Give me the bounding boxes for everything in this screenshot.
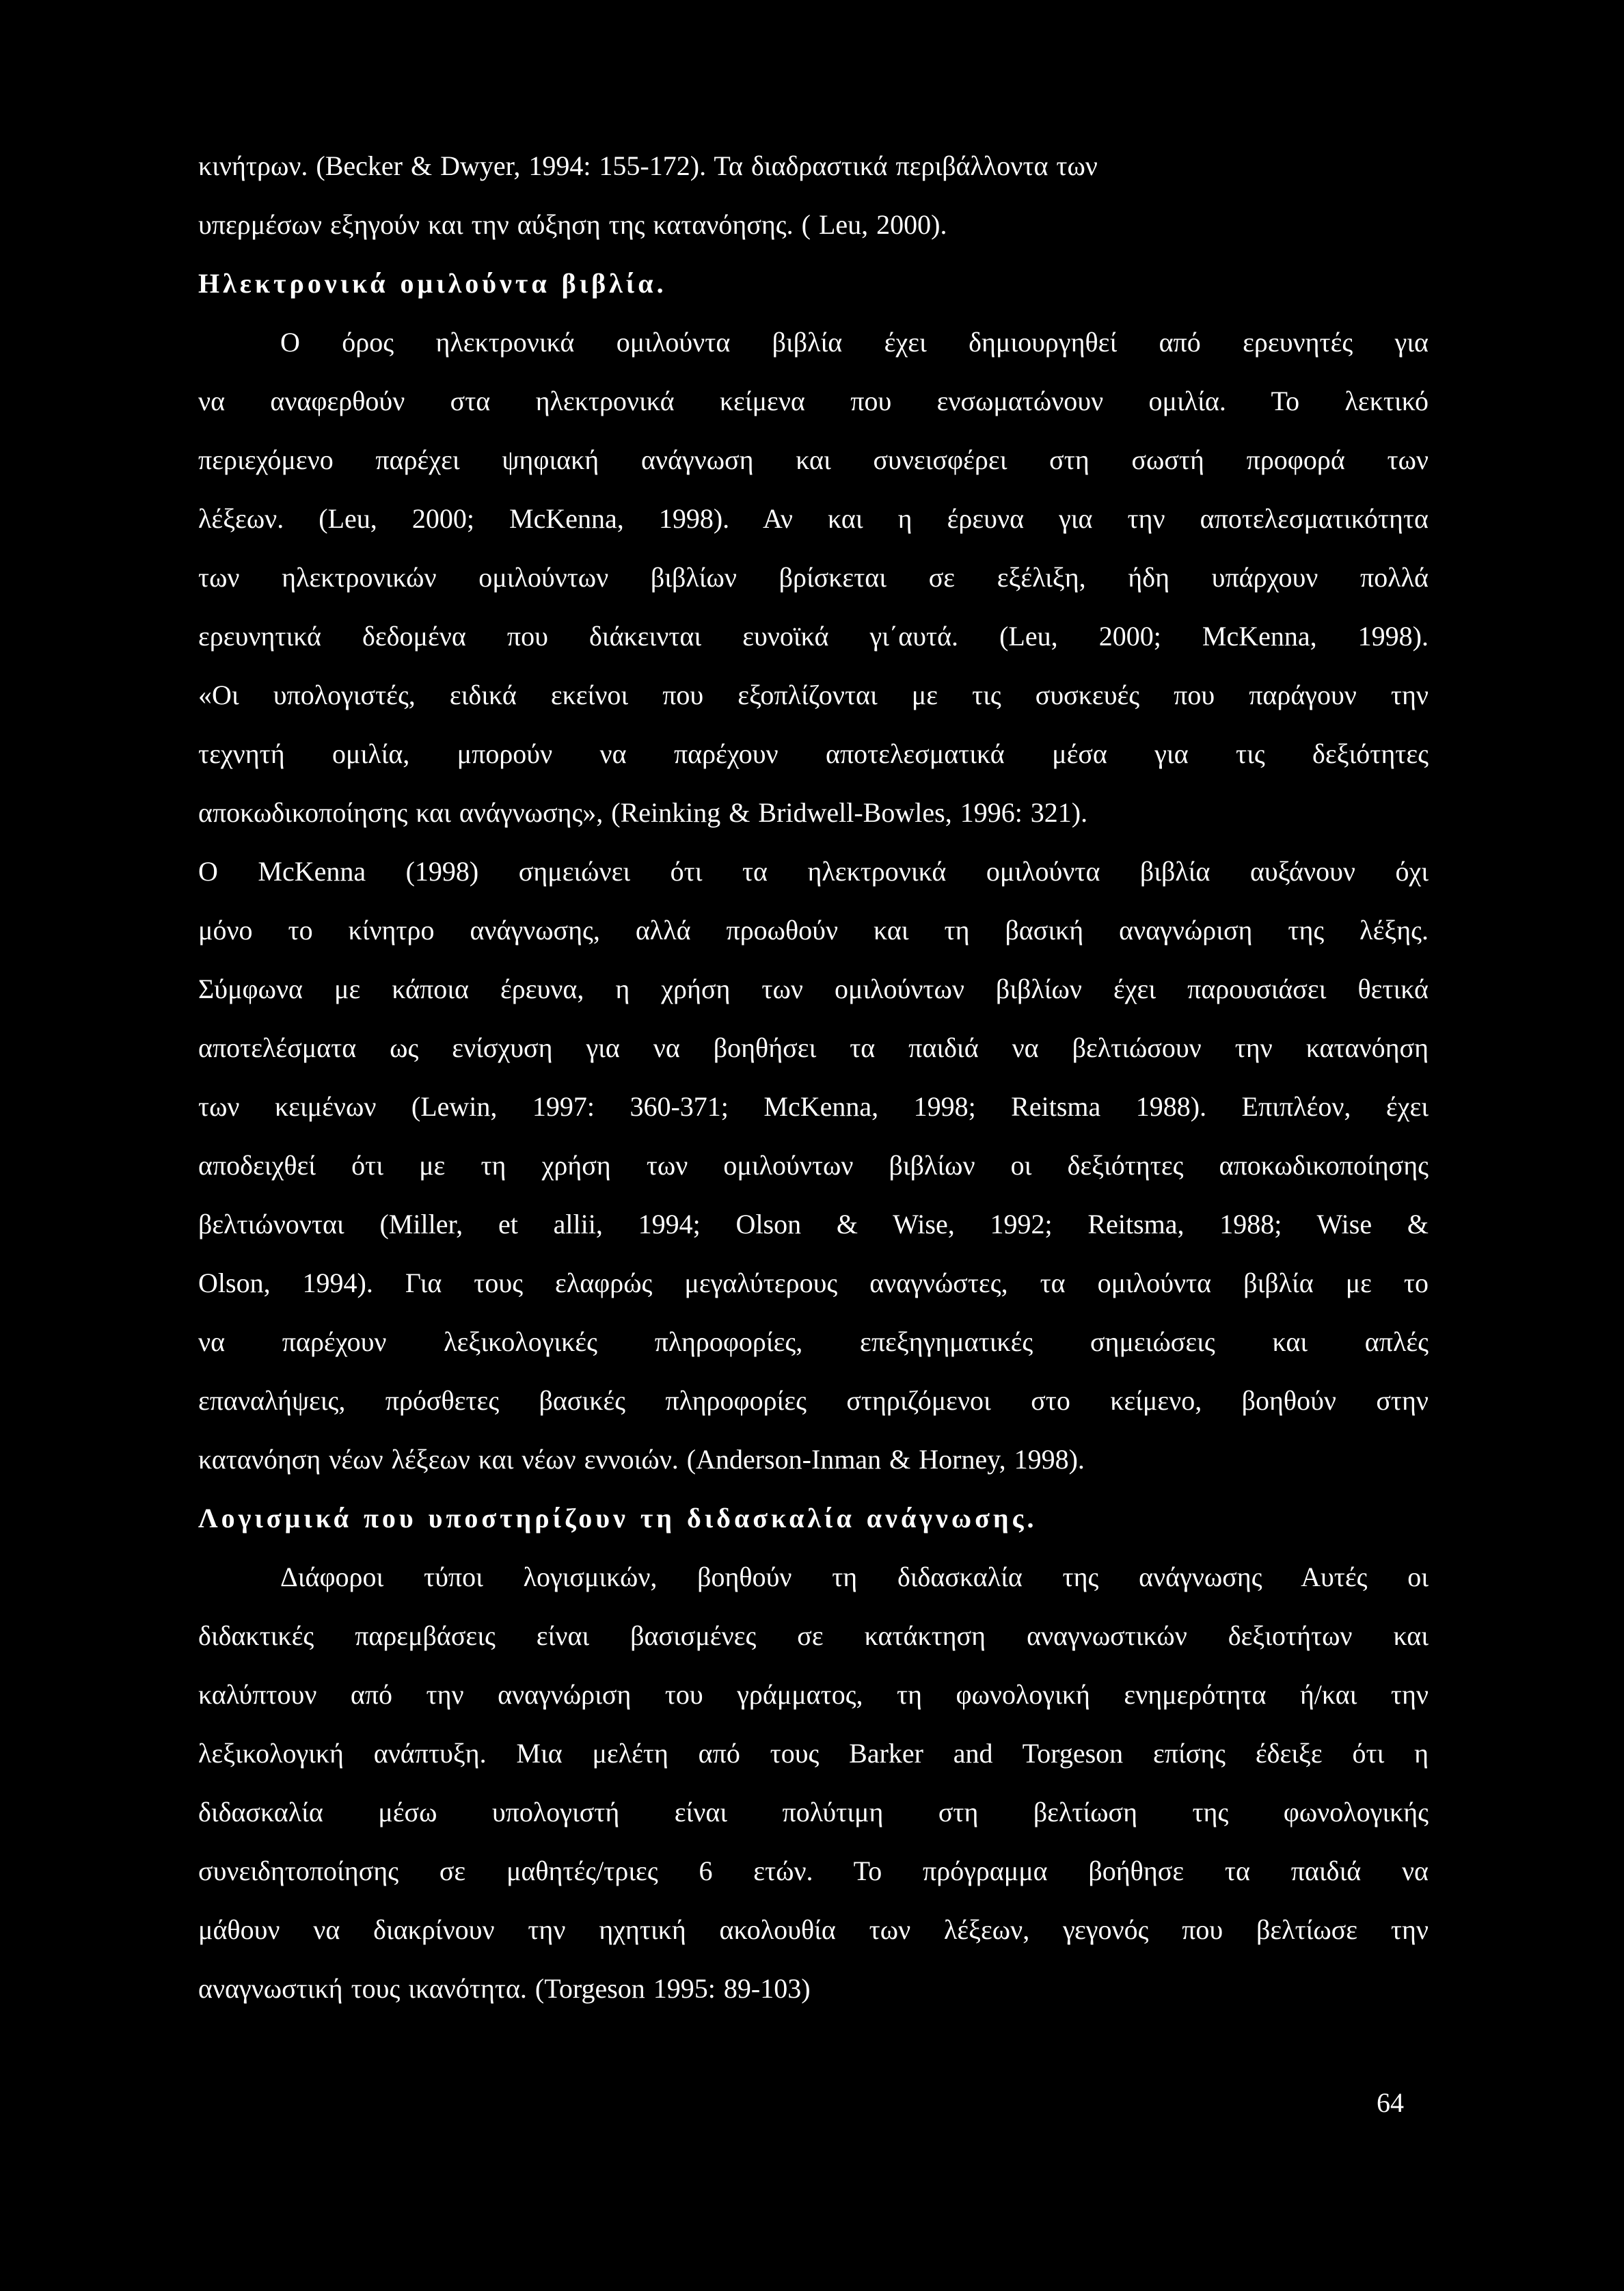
text-line: μόνο το κίνητρο ανάγνωσης, αλλά προωθούν και τη βασική αναγνώριση της λέξης. xyxy=(198,915,1429,946)
text-line: Ο όρος ηλεκτρονικά ομιλούντα βιβλία έχει δημιουργηθεί από ερευνητές για xyxy=(280,327,1429,358)
text-line: κατανόηση νέων λέξεων και νέων εννοιών. (Anderson-Inman & Horney, 1998). xyxy=(198,1444,1085,1475)
text-line: «Οι υπολογιστές, ειδικά εκείνοι που εξοπλίζονται με τις συσκευές που παράγουν την xyxy=(198,680,1429,710)
text-line: Olson, 1994). Για τους ελαφρώς μεγαλύτερους αναγνώστες, τα ομιλούντα βιβλία με το xyxy=(198,1268,1429,1298)
text-line: διδασκαλία μέσω υπολογιστή είναι πολύτιμη στη βελτίωση της φωνολογικής xyxy=(198,1797,1429,1827)
section-heading: Ηλεκτρονικά ομιλούντα βιβλία. xyxy=(198,268,667,299)
text-line: των ηλεκτρονικών ομιλούντων βιβλίων βρίσκεται σε εξέλιξη, ήδη υπάρχουν πολλά xyxy=(198,562,1429,593)
text-line: να παρέχουν λεξικολογικές πληροφορίες, επεξηγηματικές σημειώσεις και απλές xyxy=(198,1326,1429,1357)
text-line: ερευνητικά δεδομένα που διάκεινται ευνοϊκά γι΄αυτά. (Leu, 2000; McKenna, 1998). xyxy=(198,621,1429,652)
text-line: Διάφοροι τύποι λογισμικών, βοηθούν τη διδασκαλία της ανάγνωσης Αυτές οι xyxy=(280,1562,1429,1592)
text-line: καλύπτουν από την αναγνώριση του γράμματος, τη φωνολογική ενημερότητα ή/και την xyxy=(198,1679,1429,1710)
text-line: περιεχόμενο παρέχει ψηφιακή ανάγνωση και συνεισφέρει στη σωστή προφορά των xyxy=(198,444,1429,475)
text-line: αποκωδικοποίησης και ανάγνωσης», (Reinking & Bridwell-Bowles, 1996: 321). xyxy=(198,797,1088,828)
text-line: υπερμέσων εξηγούν και την αύξηση της κατανόησης. ( Leu, 2000). xyxy=(198,209,947,240)
text-line: επαναλήψεις, πρόσθετες βασικές πληροφορίες στηριζόμενοι στο κείμενο, βοηθούν στην xyxy=(198,1385,1429,1416)
text-line: συνειδητοποίησης σε μαθητές/τριες 6 ετών. Το πρόγραμμα βοήθησε τα παιδιά να xyxy=(198,1855,1429,1886)
text-line: των κειμένων (Lewin, 1997: 360-371; McKenna, 1998; Reitsma 1988). Επιπλέον, έχει xyxy=(198,1091,1429,1122)
text-line: λεξικολογική ανάπτυξη. Μια μελέτη από τους Barker and Torgeson επίσης έδειξε ότι η xyxy=(198,1738,1429,1769)
text-line: αποτελέσματα ως ενίσχυση για να βοηθήσει τα παιδιά να βελτιώσουν την κατανόηση xyxy=(198,1032,1429,1063)
text-line: βελτιώνονται (Miller, et allii, 1994; Olson & Wise, 1992; Reitsma, 1988; Wise & xyxy=(198,1209,1429,1240)
text-line: διδακτικές παρεμβάσεις είναι βασισμένες σε κατάκτηση αναγνωστικών δεξιοτήτων και xyxy=(198,1620,1429,1651)
text-line: Ο McKenna (1998) σημειώνει ότι τα ηλεκτρονικά ομιλούντα βιβλία αυξάνουν όχι xyxy=(198,856,1429,887)
text-line: τεχνητή ομιλία, μπορούν να παρέχουν αποτελεσματικά μέσα για τις δεξιότητες xyxy=(198,738,1429,769)
text-line: κινήτρων. (Becker & Dwyer, 1994: 155-172). Τα διαδραστικά περιβάλλοντα των xyxy=(198,150,1098,181)
text-line: μάθουν να διακρίνουν την ηχητική ακολουθία των λέξεων, γεγονός που βελτίωσε την xyxy=(198,1914,1429,1945)
text-line: λέξεων. (Leu, 2000; McKenna, 1998). Αν και η έρευνα για την αποτελεσματικότητα xyxy=(198,503,1429,534)
text-line: Σύμφωνα με κάποια έρευνα, η χρήση των ομιλούντων βιβλίων έχει παρουσιάσει θετικά xyxy=(198,974,1429,1004)
page-number: 64 xyxy=(1377,2087,1404,2118)
section-heading: Λογισμικά που υποστηρίζουν τη διδασκαλία ανάγνωσης. xyxy=(198,1503,1038,1533)
text-line: αποδειχθεί ότι με τη χρήση των ομιλούντων βιβλίων οι δεξιότητες αποκωδικοποίησης xyxy=(198,1150,1429,1181)
text-line: να αναφερθούν στα ηλεκτρονικά κείμενα που ενσωματώνουν ομιλία. Το λεκτικό xyxy=(198,386,1429,416)
text-line: αναγνωστική τους ικανότητα. (Torgeson 1995: 89-103) xyxy=(198,1973,811,2004)
document-page xyxy=(198,137,1429,2018)
